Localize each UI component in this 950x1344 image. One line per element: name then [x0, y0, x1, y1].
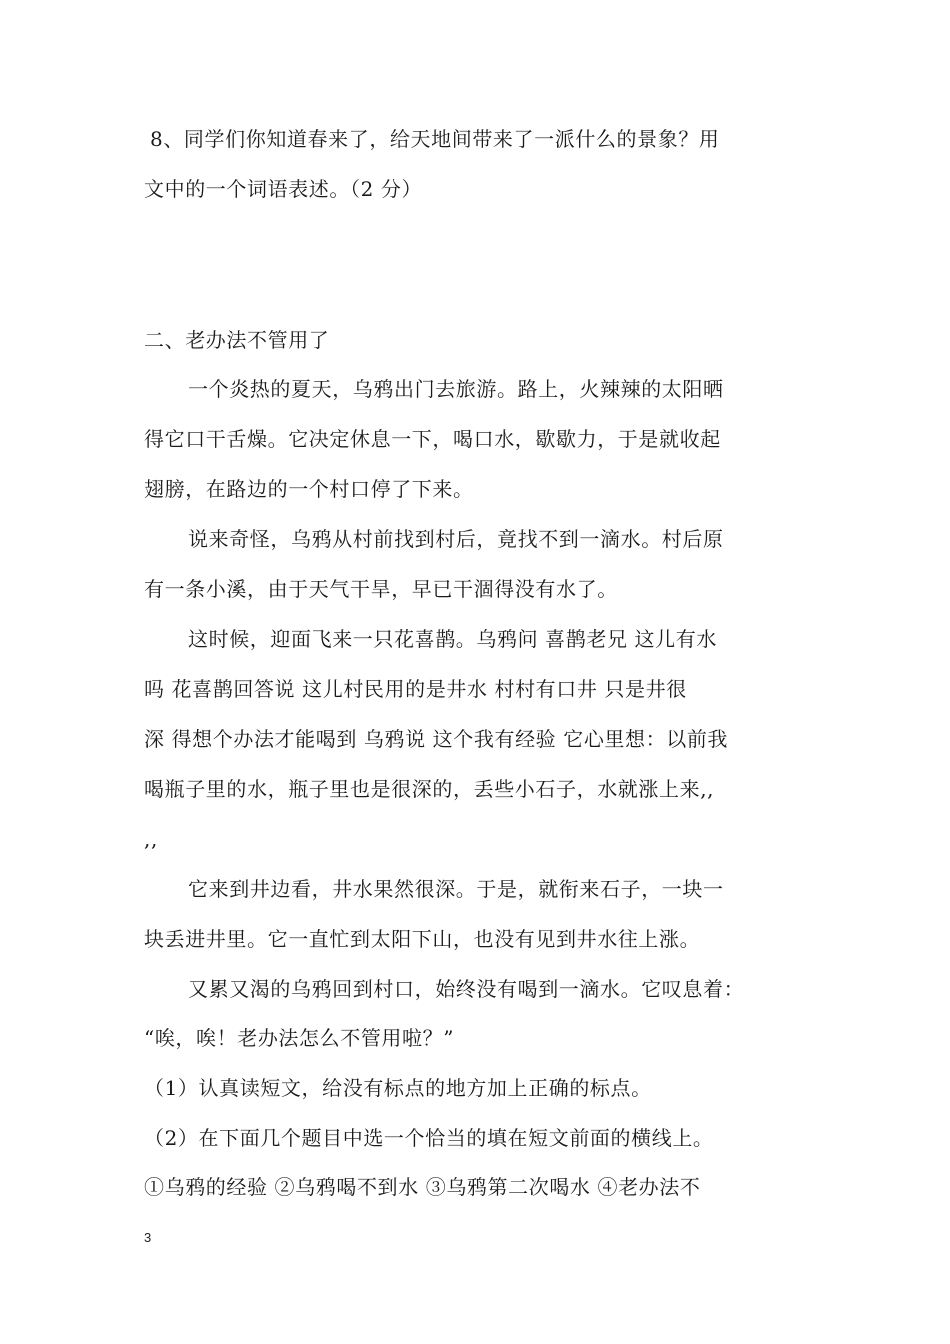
sub-question-2: （2）在下面几个题目中选一个恰当的填在短文前面的横线上。: [144, 1126, 714, 1150]
page-number: 3: [144, 1230, 152, 1245]
section-2-heading: 二、老办法不管用了: [144, 328, 330, 352]
sub-question-1: （1）认真读短文，给没有标点的地方加上正确的标点。: [144, 1076, 652, 1100]
paragraph-line: 深 得想个办法才能喝到 乌鸦说 这个我有经验 它心里想：以前我: [144, 727, 729, 751]
paragraph-line: 一个炎热的夏天，乌鸦出门去旅游。路上，火辣辣的太阳晒: [188, 377, 724, 401]
paragraph-line: 吗 花喜鹊回答说 这儿村民用的是井水 村村有口井 只是井很: [144, 677, 687, 701]
paragraph-line: 又累又渴的乌鸦回到村口，始终没有喝到一滴水。它叹息着：: [188, 977, 745, 1001]
paragraph-line: 喝瓶子里的水，瓶子里也是很深的，丢些小石子，水就涨上来,,: [144, 777, 715, 801]
paragraph-line: 翅膀，在路边的一个村口停了下来。: [144, 477, 474, 501]
question-8-line-2: 文中的一个词语表述。（2 分）: [144, 177, 423, 201]
title-options: ①乌鸦的经验 ②乌鸦喝不到水 ③乌鸦第二次喝水 ④老办法不: [144, 1175, 701, 1199]
paragraph-line: 得它口干舌燥。它决定休息一下，喝口水，歇歇力，于是就收起: [144, 427, 721, 451]
paragraph-line: 它来到井边看，井水果然很深。于是，就衔来石子，一块一: [188, 877, 724, 901]
paragraph-line: 这时候，迎面飞来一只花喜鹊。乌鸦问 喜鹊老兄 这儿有水: [188, 627, 717, 651]
paragraph-line: “唉，唉！老办法怎么不管用啦？”: [144, 1026, 455, 1050]
question-8-line-1: 8、同学们你知道春来了，给天地间带来了一派什么的景象？用: [150, 127, 720, 151]
paragraph-line: 说来奇怪，乌鸦从村前找到村后，竟找不到一滴水。村后原: [188, 527, 724, 551]
paragraph-line: 块丢进井里。它一直忙到太阳下山，也没有见到井水往上涨。: [144, 927, 701, 951]
paragraph-line: 有一条小溪，由于天气干旱，早已干涸得没有水了。: [144, 577, 618, 601]
paragraph-line: ,,: [144, 827, 158, 851]
